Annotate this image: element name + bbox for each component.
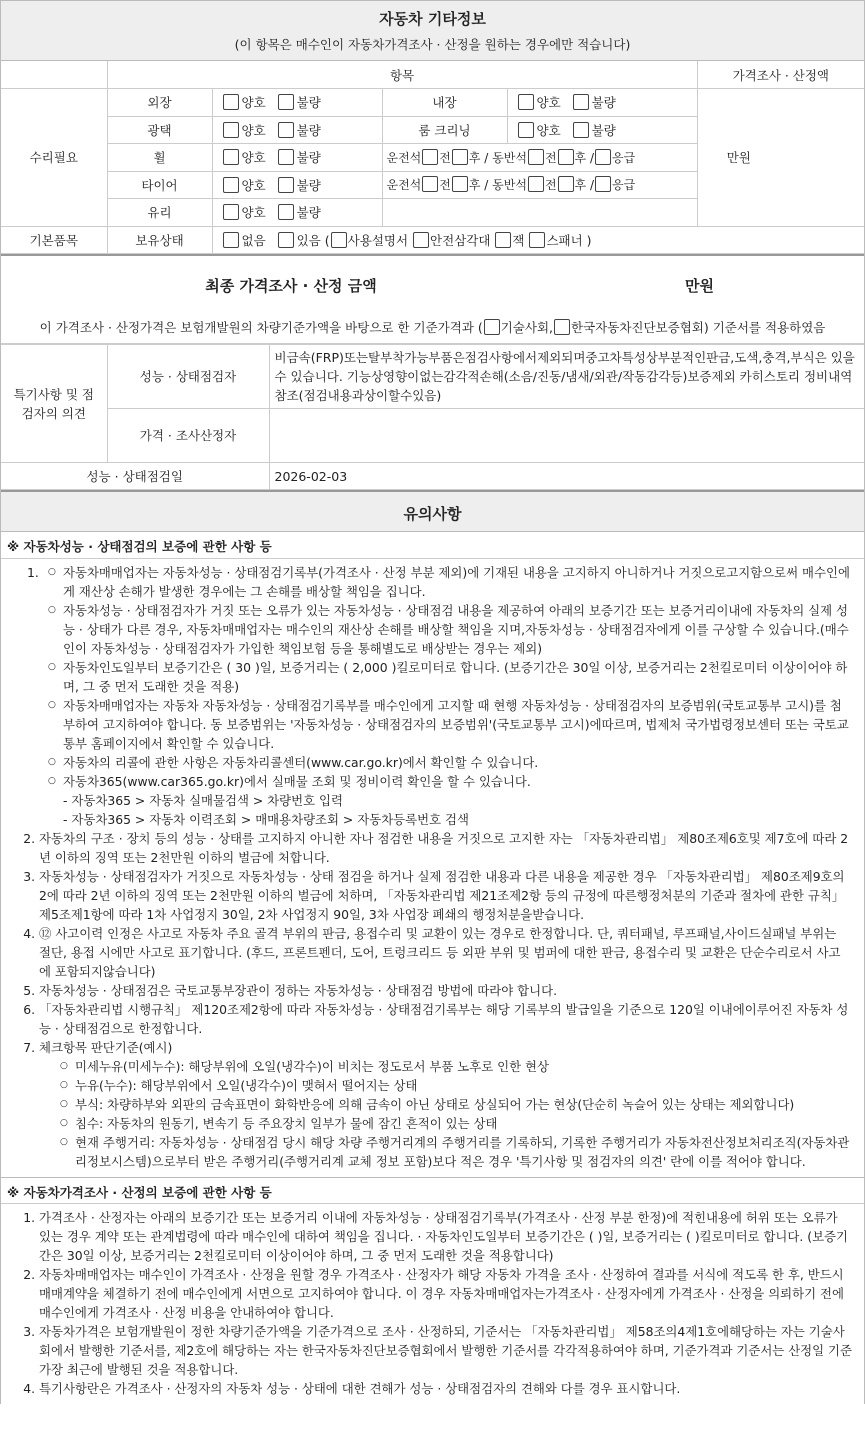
checkbox[interactable] (558, 149, 574, 165)
checkbox[interactable] (452, 176, 468, 192)
repair-label: 수리필요 (1, 89, 107, 227)
exterior-label: 외장 (107, 89, 212, 117)
perf-inspector-label: 성능 · 상태점검자 (107, 345, 269, 409)
exterior-options: 양호 불량 (212, 89, 382, 117)
checkbox[interactable] (278, 149, 294, 165)
glass-label: 유리 (107, 199, 212, 227)
list-item: ○ 미세누유(미세누수): 해당부위에 오일(냉각수)이 비치는 정도로서 부품 노후로 인한 현상 (75, 1057, 852, 1076)
inspection-date-label: 성능 · 상태점검일 (1, 463, 269, 490)
tire-label: 타이어 (107, 171, 212, 199)
list-item: ○ 누유(누수): 해당부위에서 오일(냉각수)이 맺혀서 떨어지는 상태 (75, 1076, 852, 1095)
checkbox[interactable] (278, 122, 294, 138)
section-subtitle: (이 항목은 매수인이 자동차가격조사 · 산정을 원하는 경우에만 적습니다) (234, 37, 631, 52)
tire-positions: 운전석 전 후 / 동반석 전 후 / 응급 (382, 171, 697, 199)
checkbox[interactable] (452, 149, 468, 165)
price-basis: 이 가격조사 · 산정가격은 보험개발원의 차량기준가액을 바탕으로 한 기준가격과 ( 기술사회, 한국자동차진단보증협회) 기준서를 적용하였음 (1, 314, 864, 344)
checkbox[interactable] (223, 122, 239, 138)
list-item: ○ 침수: 자동차의 원동기, 변속기 등 주요장치 일부가 물에 잠긴 흔적이 있는 상태 (75, 1114, 852, 1133)
info-header (1, 0, 864, 61)
wheel-label: 휠 (107, 144, 212, 172)
checkbox[interactable] (558, 176, 574, 192)
checkbox[interactable] (278, 94, 294, 110)
checkbox[interactable] (278, 232, 294, 248)
basic-items-label: 기본품목 (1, 226, 107, 254)
price-assessor-label: 가격 · 조사산정자 (107, 409, 269, 463)
list-item: 5. 자동차성능 · 상태점검은 국토교통부장관이 정하는 자동차성능 · 상태점검 방법에 따라야 합니다. (39, 981, 852, 1000)
room-clean-label: 룸 크리닝 (382, 116, 507, 144)
checkbox[interactable] (278, 204, 294, 220)
checkbox[interactable] (529, 232, 545, 248)
wheel-positions: 운전석 전 후 / 동반석 전 후 / 응급 (382, 144, 697, 172)
checkbox[interactable] (554, 319, 570, 335)
perf-inspector-opinion: 비금속(FRP)또는탈부착가능부품은점검사항에서제외되며중고차특성상부분적인판금,도색,충격,부식은 있을 수 있습니다. 기능상영향이없는감각적손해(소음/진동/냄새/외관/작동감각등)보증제외 카히스토리 정비내역참조(점검내용과상이할수있음) (269, 345, 864, 409)
list-item: 2. 자동차매매업자는 매수인이 가격조사 · 산정을 원할 경우 가격조사 · 산정자가 해당 자동차 가격을 조사 · 산정하여 결과를 서식에 적도록 한 후, 반드시 매매계약을 체결하기 전에 매수인에게 서면으로 고지하여야 합니다. 이 경우 자동차매매업자는가격조사 · 산정자에게 가격조사 · 산정을 의뢰하기 전에 매수인에게 가격조사 · 산정 비용을 안내하여야 합니다. (39, 1265, 852, 1322)
sub-list (29, 563, 852, 829)
criteria-list (39, 1057, 852, 1171)
checkbox[interactable] (595, 176, 611, 192)
list-item: 3. 자동차성능 · 상태점검자가 거짓으로 자동차성능 · 상태 점검을 하거나 실제 점검한 내용과 다른 내용을 제공한 경우 「자동차관리법」 제80조제9호의2에 따라 2년 이하의 징역 또는 2천만원 이하의 벌금에 처하며, 「자동차관리법 제21조제2항 등의 규정에 따른행정처분의 기준과 절차에 관한 규칙」 제5조제1항에 따라 1차 사업정지 30일, 2차 사업정지 90일, 3차 사업장 폐쇄의 행정처분을받습니다. (39, 867, 852, 924)
interior-label: 내장 (382, 89, 507, 117)
col-item-header: 항목 (107, 61, 697, 89)
checkbox[interactable] (573, 94, 589, 110)
tire-options: 양호 불량 (212, 171, 382, 199)
checkbox[interactable] (495, 232, 511, 248)
notes-section2-title: ※ 자동차가격조사 · 산정의 보증에 관한 사항 등 (1, 1177, 864, 1204)
condition-table (1, 61, 864, 254)
notes-title: 유의사항 (1, 490, 864, 532)
list-item: ○ 자동차매매업자는 자동차성능 · 상태점검기록부(가격조사 · 산정 부분 제외)에 기재된 내용을 고지하지 아니하거나 거짓으로고지함으로써 매수인에게 재산상 손해가 발생한 경우에는 그 손해를 배상할 책임을 집니다. (63, 563, 852, 601)
checkbox[interactable] (331, 232, 347, 248)
notes-section2 (1, 1204, 864, 1404)
final-price-row (1, 254, 864, 314)
price-unit: 만원 (697, 89, 780, 227)
checkbox[interactable] (422, 149, 438, 165)
list-item: ○ 자동차매매업자는 자동차 자동차성능 · 상태점검기록부를 매수인에게 고지할 때 현행 자동차성능 · 상태점검자의 보증범위(국토교통부 고시)를 첨부하여 고지하여야 합니다. 동 보증범위는 '자동차성능 · 상태점검자의 보증범위'(국토교통부 고시)에따르며, 법제처 국가법령정보센터 또는 국토교통부 홈페이지에서 확인할 수 있습니다. (63, 696, 852, 753)
list-item: - 자동차365 > 자동차 이력조회 > 매매용차량조회 > 자동차등록번호 검색 (63, 812, 469, 827)
opinion-group-label: 특기사항 및 점검자의 의견 (1, 345, 107, 463)
room-clean-options: 양호 불량 (507, 116, 697, 144)
notes-section1: 1. ○ 자동차매매업자는 자동차성능 · 상태점검기록부(가격조사 · 산정 부분 제외)에 기재된 내용을 고지하지 아니하거나 거짓으로고지함으로써 매수인에게 재산상 손해가 발생한 경우에는 그 손해를 배상할 책임을 집니다. ○ 자동차성능 · 상태점검자가 거짓 또는 오류가 있는 자동차성능 · 상태점검 내용을 제공하여 아래의 보증기간 또는 보증거리이내에 자동차의 실제 성능 · 상태가 다른 경우, 자동차매매업자는 매수인의 재산상 손해를 배상할 책임을 지며,자동차성능 · 상태점검자에게 이를 구상할 수 있습니다.(매수인이 자동차성능 · 상태점검자가 가입한 책임보험 등을 통해별도로 배상받는 경우는 제외) ○ 자동차인도일부터 보증기간은 ( 30 )일, 보증거리는 ( 2,000 )킬로미터로 합니다. (보증기간은 30일 이상, 보증거리는 2천킬로미터 이상이어야 하며, 그 중 먼저 도래한 것을 적용) ○ 자동차매매업자는 자동차 자동차성능 · 상태점검기록부를 매수인에게 고지할 때 현행 자동차성능 · 상태점검자의 보증범위(국토교통부 고시)를 첨부하여 고지하여야 합니다. 동 보증범위는 '자동차성능 · 상태점검자의 보증범위'(국토교통부 고시)에따르며, 법제처 국가법령정보센터 또는 국토교통부 홈페이지에서 확인할 수 있습니다. ○ 자동차의 리콜에 관한 사항은 자동차리콜센터(www.car.go.kr)에서 확인할 수 있습니다. ○ 자동차365(www.car365.go.kr)에서 실매물 조회 및 정비이력 확인을 할 수 있습니다. - 자동차365 > 자동차 실매물검색 > 차량번호 입력 - 자동차365 > 자동차 이력조회 > 매매용차량조회 > 자동차등록번호 검색 2. 자동차의 구조 · 장치 등의 성능 · 상태를 고지하지 아니한 자나 점검한 내용을 거짓으로 고지한 자는 「자동차관리법」 제80조제6호및 제7호에 따라 2년 이하의 징역 또는 2천만원 이하의 벌금에 처합니다. 3. 자동차성능 · 상태점검자가 거짓으로 자동차성능 · 상태 점검을 하거나 실제 점검한 내용과 다른 내용을 제공한 경우 「자동차관리법」 제80조제9호의2에 따라 2년 이하의 징역 또는 2천만원 이하의 벌금에 처하며, 「자동차관리법 제21조제2항 등의 규정에 따른행정처분의 기준과 절차에 관한 규칙」 제5조제1항에 따라 1차 사업정지 30일, 2차 사업정지 90일, 3차 사업장 폐쇄의 행정처분을받습니다. 4. ⑫ 사고이력 인정은 사고로 자동차 주요 골격 부위의 판금, 용접수리 및 교환이 있는 경우로 한정합니다. 단, 쿼터패널, 루프패널,사이드실패널 부위는 절단, 용접 시에만 사고로 표기합니다. (후드, 프론트펜더, 도어, 트렁크리드 등 외판 부위 및 범퍼에 대한 판금, 용접수리 및 교환은 단순수리로서 사고에 포함되지않습니다) 5. 자동차성능 · 상태점검은 국토교통부장관이 정하는 자동차성능 · 상태점검 방법에 따라야 합니다. 6. 「자동차관리법 시행규칙」 제120조제2항에 따라 자동차성능 · 상태점검기록부는 해당 기록부의 발급일을 기준으로 120일 이내에이루어진 자동차 성능 · 상태점검으로 한정합니다. 7. 체크항목 판단기준(예시) ○ 미세누유(미세누수): 해당부위에 오일(냉각수)이 비치는 정도로서 부품 노후로 인한 현상 ○ 누유(누수): 해당부위에서 오일(냉각수)이 맺혀서 떨어지는 상태 ○ 부식: 차량하부와 외판의 금속표면이 화학반응에 의해 금속이 아닌 상태로 상실되어 가는 현상(단순히 녹슬어 있는 상태는 제외합니다) ○ 침수: 자동차의 원동기, 변속기 등 주요장치 일부가 물에 잠긴 흔적이 있는 상태 ○ 현재 주행거리: 자동차성능 · 상태점검 당시 해당 차량 주행거리계의 주행거리를 기록하되, 기록한 주행거리가 자동차전산정보처리조직(자동차관리정보시스템)으로부터 받은 주행거리(주행거리계 교체 정보 포함)보다 적은 경우 '특기사항 및 점검자의 의견' 란에 이를 적어야 합니다. (1, 559, 864, 1177)
checkbox[interactable] (223, 94, 239, 110)
final-price-unit: 만원 (685, 276, 714, 295)
col-price-header: 가격조사 · 산정액 (697, 61, 864, 89)
checkbox[interactable] (595, 149, 611, 165)
price-assessor-opinion (269, 409, 864, 463)
checkbox[interactable] (223, 232, 239, 248)
gloss-options: 양호 불량 (212, 116, 382, 144)
checkbox[interactable] (518, 122, 534, 138)
list-item: 2. 자동차의 구조 · 장치 등의 성능 · 상태를 고지하지 아니한 자나 점검한 내용을 거짓으로 고지한 자는 「자동차관리법」 제80조제6호및 제7호에 따라 2년 이하의 징역 또는 2천만원 이하의 벌금에 처합니다. (39, 829, 852, 867)
checkbox[interactable] (413, 232, 429, 248)
inspection-date-value: 2026-02-03 (269, 463, 864, 490)
numbered-list (1, 1208, 852, 1398)
checkbox[interactable] (518, 94, 534, 110)
checkbox[interactable] (528, 176, 544, 192)
possession-options: 없음 있음 ( 사용설명서 안전삼각대 잭 스패너 ) (212, 226, 697, 254)
list-item: 4. ⑫ 사고이력 인정은 사고로 자동차 주요 골격 부위의 판금, 용접수리 및 교환이 있는 경우로 한정합니다. 단, 쿼터패널, 루프패널,사이드실패널 부위는 절단, 용접 시에만 사고로 표기합니다. (후드, 프론트펜더, 도어, 트렁크리드 등 외판 부위 및 범퍼에 대한 판금, 용접수리 및 교환은 단순수리로서 사고에 포함되지않습니다) (39, 924, 852, 981)
list-item: 6. 「자동차관리법 시행규칙」 제120조제2항에 따라 자동차성능 · 상태점검기록부는 해당 기록부의 발급일을 기준으로 120일 이내에이루어진 자동차 성능 · 상태점검으로 한정합니다. (39, 1000, 852, 1038)
list-item: - 자동차365 > 자동차 실매물검색 > 차량번호 입력 (63, 793, 343, 808)
list-item: 1. 가격조사 · 산정자는 아래의 보증기간 또는 보증거리 이내에 자동차성능 · 상태점검기록부(가격조사 · 산정 부분 한정)에 적힌내용에 허위 또는 오류가 있는 경우 계약 또는 관계법령에 따라 매수인에 대하여 책임을 집니다. · 자동차인도일부터 보증기간은 ( )일, 보증거리는 ( )킬로미터로 합니다. (보증기간은 30일 이상, 보증거리는 2천킬로미터 이상이어야 하며, 그 중 먼저 도래한 것을 적용합니다) (39, 1208, 852, 1265)
checkbox[interactable] (484, 319, 500, 335)
possession-label: 보유상태 (107, 226, 212, 254)
glass-options: 양호 불량 (212, 199, 382, 227)
checkbox[interactable] (422, 176, 438, 192)
gloss-label: 광택 (107, 116, 212, 144)
checkbox[interactable] (223, 177, 239, 193)
checkbox[interactable] (278, 177, 294, 193)
list-item: 7. 체크항목 판단기준(예시) ○ 미세누유(미세누수): 해당부위에 오일(냉각수)이 비치는 정도로서 부품 노후로 인한 현상 ○ 누유(누수): 해당부위에서 오일(냉각수)이 맺혀서 떨어지는 상태 ○ 부식: 차량하부와 외판의 금속표면이 화학반응에 의해 금속이 아닌 상태로 상실되어 가는 현상(단순히 녹슬어 있는 상태는 제외합니다) ○ 침수: 자동차의 원동기, 변속기 등 주요장치 일부가 물에 잠긴 흔적이 있는 상태 ○ 현재 주행거리: 자동차성능 · 상태점검 당시 해당 차량 주행거리계의 주행거리를 기록하되, 기록한 주행거리가 자동차전산정보처리조직(자동차관리정보시스템)으로부터 받은 주행거리(주행거리계 교체 정보 포함)보다 적은 경우 '특기사항 및 점검자의 의견' 란에 이를 적어야 합니다. (39, 1038, 852, 1171)
list-item: 3. 자동차가격은 보험개발원이 정한 차량기준가액을 기준가격으로 조사 · 산정하되, 기준서는 「자동차관리법」 제58조의4제1호에해당하는 자는 기술사회에서 발행한 기준서를, 제2호에 해당하는 자는 한국자동차진단보증협회에서 발행한 기준서를 각각적용하여야 하며, 기준가격과 기준서는 산정일 기준 가장 최근에 발행된 것을 적용합니다. (39, 1322, 852, 1379)
list-item: ○ 자동차의 리콜에 관한 사항은 자동차리콜센터(www.car.go.kr)에서 확인할 수 있습니다. (63, 753, 852, 772)
list-item: ○ 현재 주행거리: 자동차성능 · 상태점검 당시 해당 차량 주행거리계의 주행거리를 기록하되, 기록한 주행거리가 자동차전산정보처리조직(자동차관리정보시스템)으로부터 받은 주행거리(주행거리계 교체 정보 포함)보다 적은 경우 '특기사항 및 점검자의 의견' 란에 이를 적어야 합니다. (75, 1133, 852, 1171)
section-title: 자동차 기타정보 (379, 10, 486, 28)
list-item: ○ 자동차365(www.car365.go.kr)에서 실매물 조회 및 정비이력 확인을 할 수 있습니다. (63, 772, 852, 791)
notes-section1-title: ※ 자동차성능 · 상태점검의 보증에 관한 사항 등 (1, 532, 864, 559)
final-price-label: 최종 가격조사 · 산정 금액 (205, 276, 377, 295)
numbered-list (1, 829, 852, 1171)
opinion-table (1, 344, 864, 490)
checkbox[interactable] (528, 149, 544, 165)
list-item: 4. 특기사항란은 가격조사 · 산정자의 자동차 성능 · 상태에 대한 견해가 성능 · 상태점검자의 견해와 다를 경우 표시합니다. (39, 1379, 852, 1398)
list-item: ○ 자동차인도일부터 보증기간은 ( 30 )일, 보증거리는 ( 2,000 )킬로미터로 합니다. (보증기간은 30일 이상, 보증거리는 2천킬로미터 이상이어야 하며, 그 중 먼저 도래한 것을 적용) (63, 658, 852, 696)
list-item: ○ 부식: 차량하부와 외판의 금속표면이 화학반응에 의해 금속이 아닌 상태로 상실되어 가는 현상(단순히 녹슬어 있는 상태는 제외합니다) (75, 1095, 852, 1114)
checkbox[interactable] (223, 204, 239, 220)
wheel-options: 양호 불량 (212, 144, 382, 172)
list-item: ○ 자동차성능 · 상태점검자가 거짓 또는 오류가 있는 자동차성능 · 상태점검 내용을 제공하여 아래의 보증기간 또는 보증거리이내에 자동차의 실제 성능 · 상태가 다른 경우, 자동차매매업자는 매수인의 재산상 손해를 배상할 책임을 지며,자동차성능 · 상태점검자에게 이를 구상할 수 있습니다.(매수인이 자동차성능 · 상태점검자가 가입한 책임보험 등을 통해별도로 배상받는 경우는 제외) (63, 601, 852, 658)
checkbox[interactable] (573, 122, 589, 138)
checkbox[interactable] (223, 149, 239, 165)
interior-options: 양호 불량 (507, 89, 697, 117)
